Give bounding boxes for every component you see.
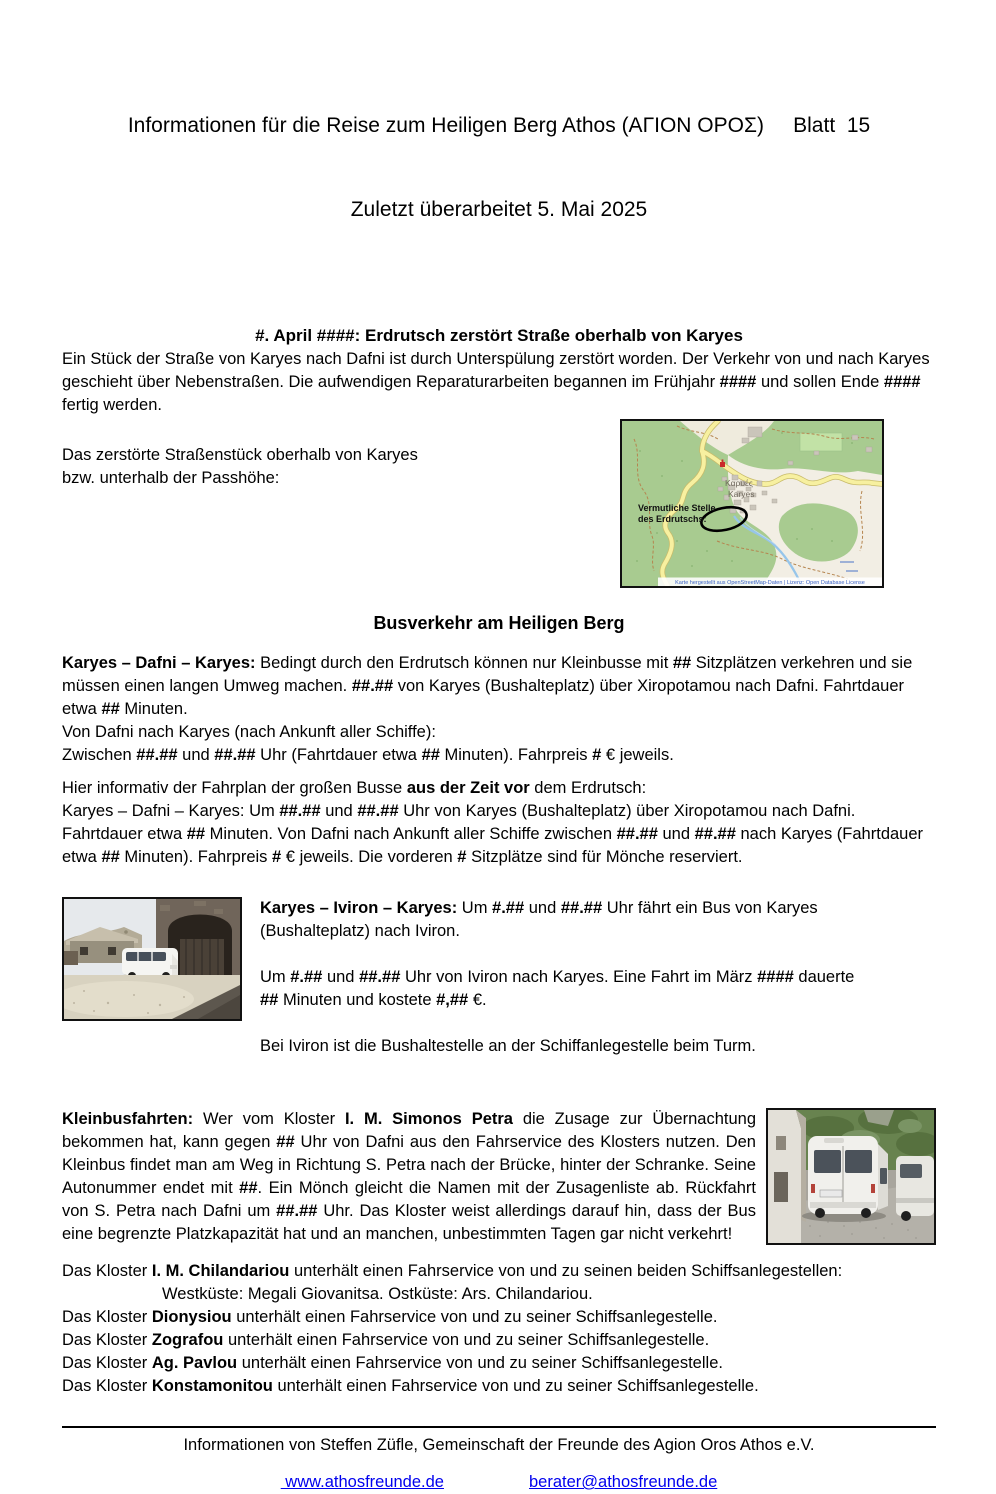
kloster-list bbox=[62, 1260, 936, 1398]
kleinbus-photo-graphic bbox=[768, 1110, 934, 1243]
iviron-paragraph-1: Karyes – Iviron – Karyes: Um #.## und ##.## Uhr fährt ein Bus von Karyes (Bushalteplatz) nach Iviron. bbox=[260, 899, 818, 940]
map-place-label-greek: Καρυές bbox=[725, 478, 753, 488]
map-place-label-latin: Karyes bbox=[728, 489, 755, 499]
document-header bbox=[62, 56, 936, 280]
main-van-shape bbox=[802, 1136, 888, 1222]
karyes-map-image bbox=[620, 419, 884, 588]
kloster-line-zografou: Das Kloster Zografou unterhält einen Fahrservice von und zu seiner Schiffsanlegestelle. bbox=[62, 1331, 710, 1349]
busverkehr-heading: Busverkehr am Heiligen Berg bbox=[373, 613, 625, 633]
iviron-text-column bbox=[260, 897, 854, 1058]
website-link[interactable]: www.athosfreunde.de bbox=[280, 1473, 444, 1491]
karyes-dafni-paragraph: Karyes – Dafni – Karyes: Bedingt durch den Erdrutsch können nur Kleinbusse mit ## Sitzplätzen verkehren und sie müssen einen langen Umweg machen. ##.## von Karyes (Bushalteplatz) über Xiropotamou nach Dafni. Fahrtdauer etwa ## Minuten. Von Dafni nach Karyes (nach Ankunft aller Schiffe): Zwischen ##.## und ##.## Uhr (Fahrtdauer etwa ## Minuten). Fahrpreis # € jeweils. bbox=[62, 654, 913, 764]
header-title-line1: Informationen für die Reise zum Heiligen Berg Athos (ΑΓΙΟΝ ΟΡΟΣ) Blatt 15 bbox=[127, 114, 871, 137]
map-graphic bbox=[622, 421, 882, 586]
email-link[interactable]: berater@athosfreunde.de bbox=[528, 1473, 718, 1491]
map-lead-text: Das zerstörte Straßenstück oberhalb von Karyes bzw. unterhalb der Passhöhe: bbox=[62, 446, 418, 487]
map-credit: Karte hergestellt aus OpenStreetMap-Daten | Lizenz: Open Database License bbox=[675, 580, 865, 586]
fahrplan-vor-paragraph: Hier informativ der Fahrplan der großen Busse aus der Zeit vor dem Erdrutsch: Karyes – Dafni – Karyes: Um ##.## und ##.## Uhr von Karyes (Bushalteplatz) über Xiropotamou nach Dafni. Fahrtdauer etwa ## Minuten. Von Dafni nach Ankunft aller Schiffe zwischen ##.## und ##.## nach Karyes (Fahrtdauer etwa ## Minuten). Fahrpreis # € jeweils. Die vorderen # Sitzplätze sind für Mönche reserviert. bbox=[62, 779, 924, 866]
iviron-bus-photo bbox=[62, 897, 242, 1021]
iviron-section bbox=[62, 897, 936, 1058]
iviron-photo-graphic bbox=[64, 899, 240, 1019]
iviron-paragraph-3: Bei Iviron ist die Bushaltestelle an der Schiffanlegestelle beim Turm. bbox=[260, 1037, 756, 1055]
kloster-line-konstamonitou: Das Kloster Konstamonitou unterhält einen Fahrservice von und zu seiner Schiffsanlegestelle. bbox=[62, 1377, 759, 1395]
iviron-paragraph-2: Um #.## und ##.## Uhr von Iviron nach Karyes. Eine Fahrt im März #### dauerte ## Minuten und kostete #,## €. bbox=[260, 968, 855, 1009]
map-section bbox=[62, 419, 936, 589]
map-annotation-line2: des Erdrutschs: bbox=[638, 514, 707, 524]
kloster-line-chilandariou: Das Kloster I. M. Chilandariou unterhält einen Fahrservice von und zu seinen beiden Schiffsanlegestellen: bbox=[62, 1262, 843, 1280]
erdrutsch-paragraph: Ein Stück der Straße von Karyes nach Dafni ist durch Unterspülung zerstört worden. Der Verkehr von und nach Karyes geschieht über Nebenstraßen. Die aufwendigen Reparaturarbeiten begannen im Frühjahr #### und sollen Ende #### fertig werden. bbox=[62, 350, 930, 414]
kleinbus-van-photo bbox=[766, 1108, 936, 1245]
footer-links bbox=[62, 1471, 936, 1494]
erdrutsch-heading: #. April ####: Erdrutsch zerstört Straße oberhalb von Karyes bbox=[255, 326, 743, 345]
map-annotation-line1: Vermutliche Stelle bbox=[638, 503, 716, 513]
kloster-line-pavlou: Das Kloster Ag. Pavlou unterhält einen Fahrservice von und zu seiner Schiffsanlegestelle. bbox=[62, 1354, 723, 1372]
footer-divider bbox=[62, 1426, 936, 1428]
header-title-line2: Zuletzt überarbeitet 5. Mai 2025 bbox=[350, 198, 648, 221]
second-van-shape bbox=[896, 1156, 934, 1221]
kleinbus-section bbox=[62, 1108, 936, 1246]
footer-info-text: Informationen von Steffen Züfle, Gemeinschaft der Freunde des Agion Oros Athos e.V. bbox=[183, 1436, 815, 1454]
kleinbus-paragraph: Kleinbusfahrten: Wer vom Kloster I. M. Simonos Petra die Zusage zur Übernachtung bekommen hat, kann gegen ## Uhr von Dafni aus den Fahrservice des Klosters nutzen. Den Kleinbus findet man am Weg in Richtung S. Petra nach der Brücke, hinter der Schranke. Seine Autonummer endet mit ##. Ein Mönch gleicht die Namen mit der Zusagenliste ab. Rückfahrt von S. Petra nach Dafni um ##.## Uhr. Das Kloster weist allerdings darauf hin, dass der Bus eine begrenzte Platzkapazität hat und an manchen, unbestimmten Tagen gar nicht verkehrt! bbox=[62, 1110, 756, 1243]
kloster-line-dionysiou: Das Kloster Dionysiou unterhält einen Fahrservice von und zu seiner Schiffsanlegestelle. bbox=[62, 1308, 718, 1326]
kloster-line-chilandariou-detail: Westküste: Megali Giovanitsa. Ostküste: Ars. Chilandariou. bbox=[162, 1285, 593, 1303]
